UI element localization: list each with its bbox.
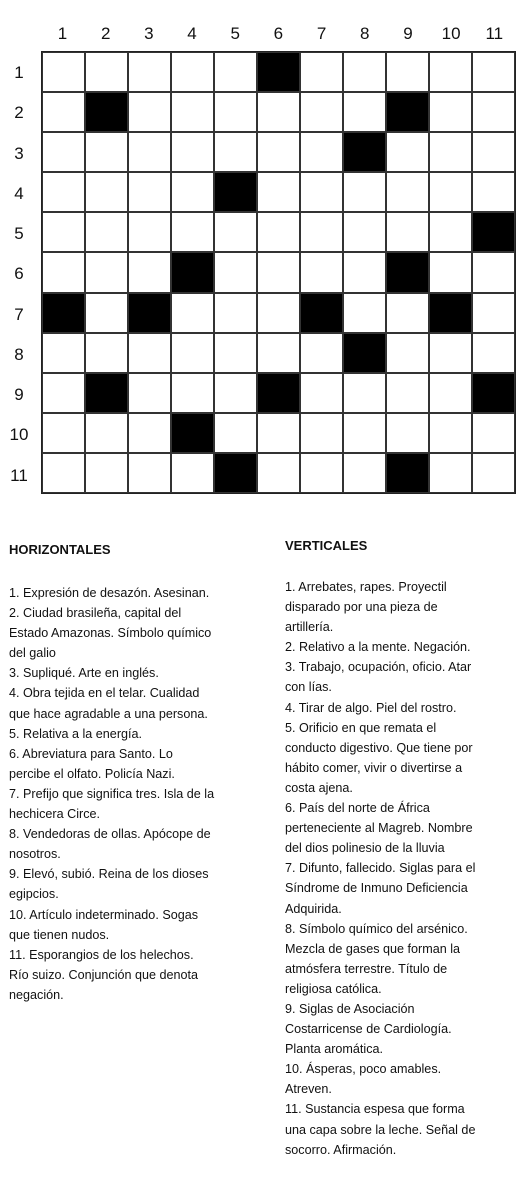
white-cell[interactable]	[128, 373, 171, 413]
column-number: 1	[57, 24, 68, 43]
vertical-heading: VERTICALES	[285, 538, 368, 553]
white-cell[interactable]	[300, 413, 343, 453]
white-cell[interactable]	[85, 413, 128, 453]
clue-line: 10. Artículo indeterminado. Sogas	[9, 907, 199, 922]
clue-line: 11. Esporangios de los helechos.	[9, 947, 194, 962]
black-cell	[343, 132, 386, 172]
black-cell	[171, 413, 214, 453]
white-cell[interactable]	[85, 212, 128, 252]
white-cell[interactable]	[85, 52, 128, 92]
clue-line: Atreven.	[285, 1082, 332, 1097]
white-cell[interactable]	[386, 373, 429, 413]
clue-line: Síndrome de Inmuno Deficiencia	[285, 881, 468, 896]
clue-line: 7. Difunto, fallecido. Siglas para el	[285, 861, 476, 876]
white-cell[interactable]	[257, 293, 300, 333]
black-cell	[300, 293, 343, 333]
black-cell	[257, 52, 300, 92]
white-cell[interactable]	[429, 212, 472, 252]
white-cell[interactable]	[42, 453, 85, 493]
clue-line: perteneciente al Magreb. Nombre	[285, 821, 473, 836]
white-cell[interactable]	[429, 52, 472, 92]
clue-line: socorro. Afirmación.	[285, 1142, 397, 1157]
clue-line: 7. Prefijo que significa tres. Isla de la	[9, 786, 215, 801]
clue-line: egipcios.	[9, 887, 59, 902]
clue-line: con lías.	[285, 680, 332, 695]
black-cell	[128, 293, 171, 333]
clue-line: una capa sobre la leche. Señal de	[285, 1122, 476, 1137]
white-cell[interactable]	[300, 453, 343, 493]
white-cell[interactable]	[128, 212, 171, 252]
white-cell[interactable]	[472, 293, 515, 333]
white-cell[interactable]	[128, 413, 171, 453]
white-cell[interactable]	[472, 252, 515, 292]
white-cell[interactable]	[257, 132, 300, 172]
row-number: 2	[14, 103, 24, 123]
white-cell[interactable]	[343, 373, 386, 413]
white-cell[interactable]	[171, 333, 214, 373]
white-cell[interactable]	[472, 333, 515, 373]
white-cell[interactable]	[42, 92, 85, 132]
white-cell[interactable]	[85, 172, 128, 212]
black-cell	[472, 373, 515, 413]
white-cell[interactable]	[300, 132, 343, 172]
white-cell[interactable]	[429, 172, 472, 212]
clue-line: 1. Expresión de desazón. Asesinan.	[9, 586, 210, 600]
clue-line: del dios polinesio de la lluvia	[285, 841, 445, 856]
white-cell[interactable]	[85, 333, 128, 373]
white-cell[interactable]	[42, 252, 85, 292]
clue-line: 2. Ciudad brasileña, capital del	[9, 606, 182, 621]
white-cell[interactable]	[343, 453, 386, 493]
white-cell[interactable]	[214, 52, 257, 92]
white-cell[interactable]	[171, 212, 214, 252]
black-cell	[386, 252, 429, 292]
column-number: 3	[144, 24, 154, 43]
white-cell[interactable]	[128, 252, 171, 292]
clue-line: artillería.	[285, 620, 334, 635]
white-cell[interactable]	[300, 52, 343, 92]
white-cell[interactable]	[171, 373, 214, 413]
clue-line: Río suizo. Conjunción que denota	[9, 967, 199, 982]
white-cell[interactable]	[472, 52, 515, 92]
white-cell[interactable]	[343, 252, 386, 292]
white-cell[interactable]	[343, 212, 386, 252]
white-cell[interactable]	[42, 333, 85, 373]
white-cell[interactable]	[300, 212, 343, 252]
clue-line: religiosa católica.	[285, 981, 382, 996]
clue-line: 4. Tirar de algo. Piel del rostro.	[285, 700, 457, 715]
white-cell[interactable]	[85, 293, 128, 333]
black-cell	[472, 212, 515, 252]
white-cell[interactable]	[472, 453, 515, 493]
white-cell[interactable]	[171, 92, 214, 132]
clue-line: 8. Símbolo químico del arsénico.	[285, 921, 468, 936]
clue-line: 3. Supliqué. Arte en inglés.	[9, 666, 159, 681]
white-cell[interactable]	[214, 132, 257, 172]
white-cell[interactable]	[214, 92, 257, 132]
horizontal-clues	[9, 583, 271, 1005]
white-cell[interactable]	[343, 293, 386, 333]
white-cell[interactable]	[386, 172, 429, 212]
white-cell[interactable]	[343, 52, 386, 92]
clue-line: 10. Ásperas, poco amables.	[285, 1062, 442, 1077]
white-cell[interactable]	[128, 453, 171, 493]
black-cell	[171, 252, 214, 292]
clue-line: 9. Elevó, subió. Reina de los dioses	[9, 867, 209, 882]
clue-line: costa ajena.	[285, 780, 353, 795]
white-cell[interactable]	[429, 373, 472, 413]
white-cell[interactable]	[429, 252, 472, 292]
white-cell[interactable]	[300, 373, 343, 413]
row-number: 7	[14, 304, 24, 324]
clue-line: disparado por una pieza de	[285, 600, 438, 615]
white-cell[interactable]	[257, 333, 300, 373]
horizontal-heading: HORIZONTALES	[9, 542, 111, 557]
column-number: 10	[441, 24, 461, 43]
clue-line: 5. Orificio en que remata el	[285, 720, 437, 735]
white-cell[interactable]	[171, 52, 214, 92]
white-cell[interactable]	[386, 413, 429, 453]
row-number: 11	[10, 465, 28, 485]
white-cell[interactable]	[429, 92, 472, 132]
clue-line: Estado Amazonas. Símbolo químico	[9, 626, 212, 641]
white-cell[interactable]	[386, 333, 429, 373]
white-cell[interactable]	[386, 212, 429, 252]
clue-line: negación.	[9, 987, 64, 1002]
clue-line: que tienen nudos.	[9, 927, 110, 942]
white-cell[interactable]	[85, 453, 128, 493]
white-cell[interactable]	[257, 453, 300, 493]
row-number: 5	[14, 224, 24, 244]
black-cell	[85, 373, 128, 413]
clue-line: atmósfera terrestre. Título de	[285, 961, 448, 976]
white-cell[interactable]	[257, 172, 300, 212]
white-cell[interactable]	[128, 132, 171, 172]
black-cell	[429, 293, 472, 333]
white-cell[interactable]	[171, 172, 214, 212]
white-cell[interactable]	[214, 373, 257, 413]
white-cell[interactable]	[300, 92, 343, 132]
clue-line: 8. Vendedoras de ollas. Apócope de	[9, 827, 211, 842]
column-number: 8	[360, 24, 370, 43]
white-cell[interactable]	[386, 293, 429, 333]
row-number: 1	[14, 63, 24, 82]
row-number: 4	[14, 183, 24, 203]
white-cell[interactable]	[85, 252, 128, 292]
column-number: 2	[100, 24, 111, 43]
clue-line: que hace agradable a una persona.	[9, 706, 208, 721]
clue-line: del galio	[9, 646, 56, 661]
column-number: 4	[187, 24, 197, 43]
white-cell[interactable]	[214, 293, 257, 333]
white-cell[interactable]	[128, 333, 171, 373]
white-cell[interactable]	[42, 132, 85, 172]
column-number: 9	[403, 24, 413, 43]
white-cell[interactable]	[214, 252, 257, 292]
black-cell	[257, 373, 300, 413]
white-cell[interactable]	[257, 252, 300, 292]
row-number: 10	[9, 425, 29, 445]
clue-line: 3. Trabajo, ocupación, oficio. Atar	[285, 660, 472, 675]
vertical-clues	[285, 577, 525, 1160]
white-cell[interactable]	[386, 132, 429, 172]
row-number: 6	[14, 264, 24, 284]
white-cell[interactable]	[472, 172, 515, 212]
white-cell[interactable]	[472, 132, 515, 172]
white-cell[interactable]	[42, 52, 85, 92]
black-cell	[343, 333, 386, 373]
column-number: 11	[485, 24, 504, 43]
white-cell[interactable]	[257, 212, 300, 252]
white-cell[interactable]	[257, 413, 300, 453]
clue-line: 9. Siglas de Asociación	[285, 1001, 415, 1016]
clue-line: 1. Arrebates, rapes. Proyectil	[285, 580, 447, 594]
white-cell[interactable]	[42, 212, 85, 252]
white-cell[interactable]	[386, 52, 429, 92]
column-number: 6	[273, 24, 284, 43]
white-cell[interactable]	[257, 92, 300, 132]
white-cell[interactable]	[429, 132, 472, 172]
white-cell[interactable]	[128, 172, 171, 212]
white-cell[interactable]	[171, 293, 214, 333]
white-cell[interactable]	[214, 333, 257, 373]
row-number: 8	[14, 344, 24, 364]
black-cell	[85, 92, 128, 132]
white-cell[interactable]	[300, 172, 343, 212]
clue-line: 6. Abreviatura para Santo. Lo	[9, 746, 173, 761]
white-cell[interactable]	[429, 413, 472, 453]
white-cell[interactable]	[343, 413, 386, 453]
clue-line: nosotros.	[9, 847, 61, 862]
clue-line: hábito comer, vivir o divertirse a	[285, 760, 463, 775]
white-cell[interactable]	[300, 333, 343, 373]
clue-line: Costarricense de Cardiología.	[285, 1022, 452, 1037]
white-cell[interactable]	[214, 212, 257, 252]
clue-line: percibe el olfato. Policía Nazi.	[9, 766, 175, 781]
black-cell	[214, 453, 257, 493]
clue-line: Adquirida.	[285, 901, 342, 916]
black-cell	[386, 92, 429, 132]
black-cell	[214, 172, 257, 212]
clue-line: 6. País del norte de África	[285, 801, 430, 816]
white-cell[interactable]	[42, 373, 85, 413]
column-number: 7	[316, 24, 327, 43]
crossword-grid	[41, 51, 516, 494]
white-cell[interactable]	[85, 132, 128, 172]
column-number: 5	[230, 24, 240, 43]
white-cell[interactable]	[214, 413, 257, 453]
black-cell	[42, 293, 85, 333]
white-cell[interactable]	[171, 453, 214, 493]
clue-line: 2. Relativo a la mente. Negación.	[285, 640, 471, 655]
white-cell[interactable]	[472, 413, 515, 453]
white-cell[interactable]	[300, 252, 343, 292]
white-cell[interactable]	[42, 413, 85, 453]
clue-line: 11. Sustancia espesa que forma	[285, 1102, 465, 1117]
clue-line: conducto digestivo. Que tiene por	[285, 740, 473, 755]
clue-line: 4. Obra tejida en el telar. Cualidad	[9, 686, 200, 701]
row-number: 9	[14, 385, 24, 405]
black-cell	[386, 453, 429, 493]
white-cell[interactable]	[128, 52, 171, 92]
clue-line: hechicera Circe.	[9, 807, 100, 822]
row-number: 3	[14, 143, 24, 163]
clue-line: 5. Relativa a la energía.	[9, 726, 143, 741]
white-cell[interactable]	[343, 172, 386, 212]
white-cell[interactable]	[429, 333, 472, 373]
white-cell[interactable]	[472, 92, 515, 132]
clue-line: Mezcla de gases que forman la	[285, 941, 461, 956]
white-cell[interactable]	[42, 172, 85, 212]
white-cell[interactable]	[171, 132, 214, 172]
white-cell[interactable]	[128, 92, 171, 132]
clue-line: Planta aromática.	[285, 1042, 384, 1057]
white-cell[interactable]	[429, 453, 472, 493]
white-cell[interactable]	[343, 92, 386, 132]
